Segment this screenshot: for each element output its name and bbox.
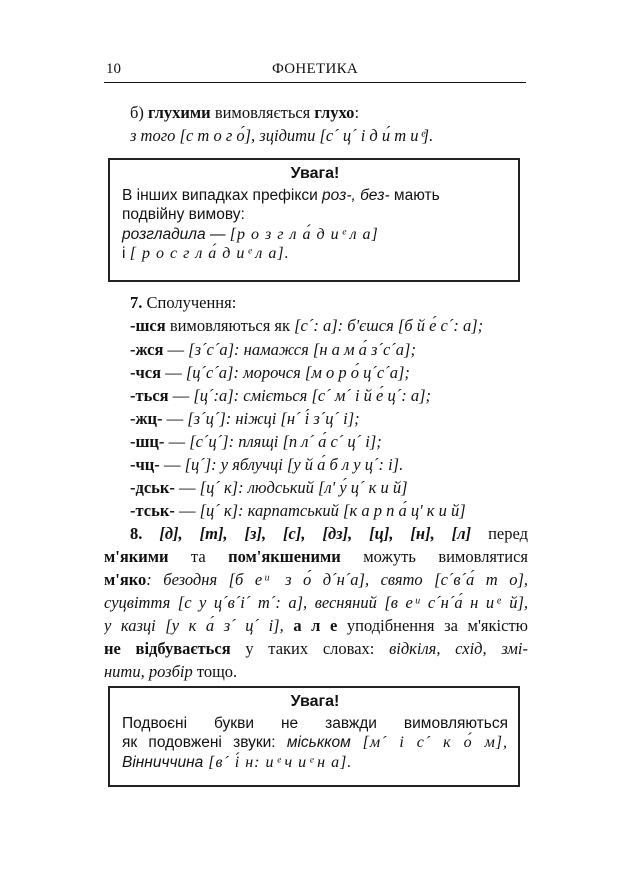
note-text: В інших випадках префікси роз-, без- мають — [122, 186, 440, 204]
section-8-line: 8. [д], [т], [з], [с], [дз], [ц], [н], [л] перед — [130, 524, 528, 543]
section-8-line: суцвіття [с у ц´в´і´ т´: а], весняний [в е ͧ с´н´а́ н и ͤ й], — [104, 593, 528, 612]
note-text: подвійну вимову: — [122, 206, 245, 223]
note-example: і [ р о с г л а́ д и ͤ л а]. — [122, 245, 290, 262]
running-title: ФОНЕТИКА — [271, 61, 359, 77]
combo-item: -ться — [ц´:а]: сміється [с´ м´ і й е́ ц´: а]; — [130, 386, 432, 405]
combo-item: -чц- — [ц´]: у яблучці [у й а́ б л у ц´: і]. — [130, 455, 404, 474]
note-text: як подовжені звуки: міськком [м´ і с´ к о́ м], — [122, 734, 509, 751]
combo-item: -жц- — [з´ц´]: ніжці [н´ і́ з´ц´ і]; — [130, 409, 360, 428]
note-title: Увага! — [290, 693, 340, 710]
note-example: Вінниччина [в´ і́ н: и ͤ ч и ͤ н а]. — [122, 753, 353, 771]
note-title: Увага! — [290, 165, 340, 182]
combo-item: -чся — [ц´с´а]: морочся [м о р о́ ц´с´а]; — [130, 363, 410, 382]
section-8-line: м'якими та пом'якшеними можуть вимовлятися — [104, 547, 528, 566]
combo-item: -шц- — [с´ц´]: плящі [п л´ а́ с´ ц´ і]; — [130, 432, 382, 451]
combo-item: -жся — [з´с´а]: намажся [н а м а́ з´с´а]; — [130, 340, 416, 359]
page-header — [104, 60, 526, 83]
combo-item: -дськ- — [ц´ к]: людський [л' у́ ц´ к и й] — [130, 478, 408, 497]
note-box-1 — [108, 158, 520, 282]
section-8-line: м'яко: безодня [б е ͧ з о́ д´н´а], свято [с´в´а́ т о], — [104, 570, 528, 589]
note-example: розгладила — [р о з г л а́ д и ͤ л а] — [122, 225, 379, 243]
section-8-line: у казці [у к а́ з´ ц´ і], а л е уподібнення за м'якістю — [104, 616, 528, 635]
note-box-2 — [108, 686, 520, 787]
section-8-line: нити, розбір тощо. — [104, 662, 238, 681]
page-number: 10 — [106, 61, 121, 77]
note-text: Подвоєні букви не завжди вимовляються — [122, 714, 508, 732]
section-7-heading: 7. Сполучення: — [130, 293, 237, 312]
combo-item: -тськ- — [ц´ к]: карпатський [к а р п а́ ц' к и й] — [130, 501, 466, 520]
intro-line: б) глухими вимовляється глухо: — [130, 103, 360, 122]
combo-item: -шся вимовляються як [с´: а]: б'єшся [б й е́ с´: а]; — [130, 316, 484, 335]
section-8-line: не відбувається у таких словах: відкіля, схід, змі- — [104, 639, 528, 658]
intro-example: з того [с т о г о́], зцідити [с´ ц´ і д и́ т и ͤ]. — [130, 126, 434, 145]
